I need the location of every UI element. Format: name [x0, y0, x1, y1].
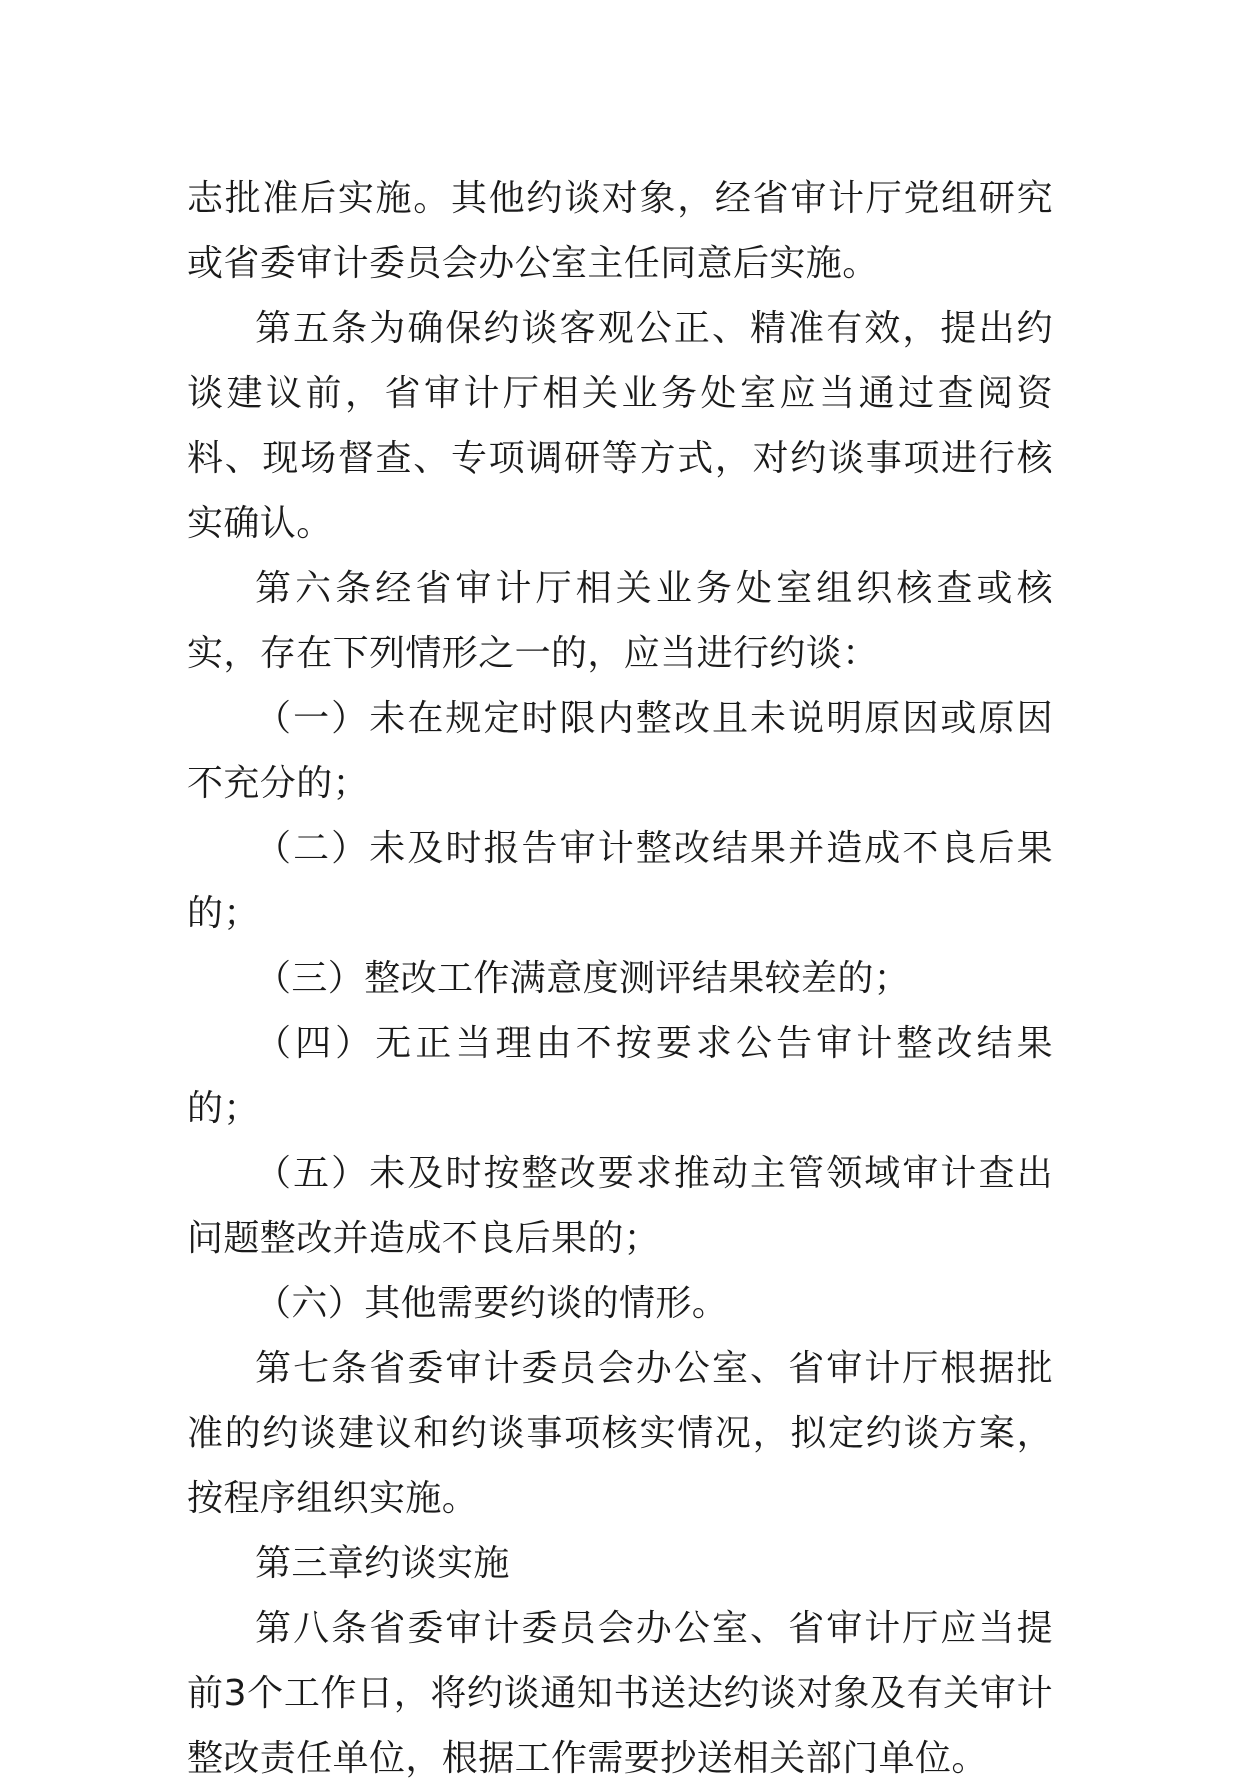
list-item-4: （四）无正当理由不按要求公告审计整改结果的； [187, 1023, 1053, 1129]
paragraph-article-8: 第八条省委审计委员会办公室、省审计厅应当提前3个工作日，将约谈通知书送达约谈对象及有关审计整改责任单位，根据工作需要抄送相关部门单位。 [187, 1608, 1053, 1779]
document-body [187, 166, 1053, 1791]
list-item-3: （三）整改工作满意度测评结果较差的； [255, 958, 911, 999]
list-item-2: （二）未及时报告审计整改结果并造成不良后果的； [187, 828, 1053, 934]
paragraph-article-7: 第七条省委审计委员会办公室、省审计厅根据批准的约谈建议和约谈事项核实情况，拟定约谈方案，按程序组织实施。 [187, 1348, 1053, 1519]
paragraph-article-5: 第五条为确保约谈客观公正、精准有效，提出约谈建议前，省审计厅相关业务处室应当通过查阅资料、现场督查、专项调研等方式，对约谈事项进行核实确认。 [187, 308, 1053, 544]
chapter-heading: 第三章约谈实施 [255, 1543, 510, 1584]
paragraph-article-6: 第六条经省审计厅相关业务处室组织核查或核实，存在下列情形之一的，应当进行约谈： [187, 568, 1053, 674]
paragraph-approval-continuation: 志批准后实施。其他约谈对象，经省审计厅党组研究或省委审计委员会办公室主任同意后实施。 [187, 178, 1053, 284]
list-item-6: （六）其他需要约谈的情形。 [255, 1283, 729, 1324]
list-item-5: （五）未及时按整改要求推动主管领域审计查出问题整改并造成不良后果的； [187, 1153, 1053, 1259]
list-item-1: （一）未在规定时限内整改且未说明原因或原因不充分的； [187, 698, 1053, 804]
